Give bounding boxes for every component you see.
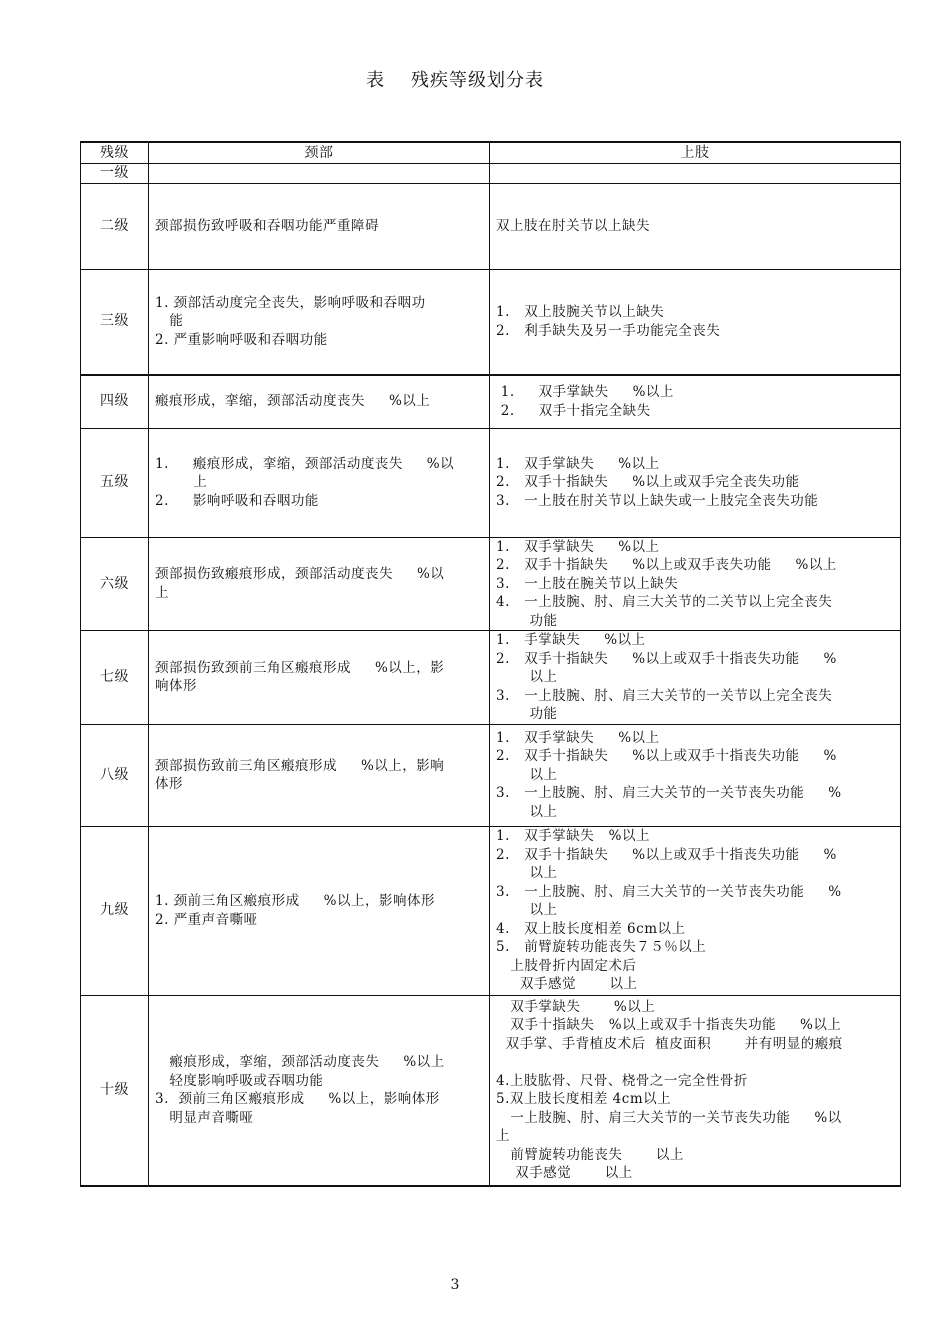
grade-level-cell: 四级 — [81, 375, 149, 429]
upper-limb-criteria-line: 3. 一上肢腕、肘、肩三大关节的一关节丧失功能 % — [496, 785, 842, 802]
neck-criteria-cell — [149, 183, 490, 269]
neck-criteria-line: 1. 瘢痕形成，挛缩，颈部活动度丧失 %以 — [155, 455, 455, 472]
grade-level-cell: 五级 — [81, 428, 149, 537]
table-header-row — [81, 142, 901, 164]
upper-limb-criteria-line: 2. 双手十指缺失 %以上或双手十指丧失功能 % — [496, 650, 837, 667]
upper-limb-criteria-cell — [490, 164, 901, 184]
neck-criteria-line: 颈部损伤致前三角区瘢痕形成 %以上，影响 — [155, 757, 445, 774]
disability-grade-table — [80, 141, 901, 1187]
upper-limb-criteria-cell — [490, 995, 901, 1186]
neck-criteria-line: 2. 影响呼吸和吞咽功能 — [155, 492, 319, 509]
header-level: 残级 — [81, 142, 149, 164]
upper-limb-criteria-line: 1. 双手掌缺失 %以上 — [496, 729, 660, 746]
upper-limb-criteria-line: 功能 — [496, 612, 558, 629]
grade-level-cell: 二级 — [81, 183, 149, 269]
upper-limb-criteria-line: 1. 双手掌缺失 %以上 — [496, 538, 660, 555]
neck-criteria-line: 颈部损伤致颈前三角区瘢痕形成 %以上，影 — [155, 659, 445, 676]
upper-limb-criteria-line: 2. 利手缺失及另一手功能完全丧失 — [496, 322, 721, 339]
table-row — [81, 995, 901, 1186]
upper-limb-criteria-cell — [490, 375, 901, 429]
upper-limb-criteria-cell — [490, 428, 901, 537]
table-row — [81, 631, 901, 725]
title-prefix: 表 — [366, 70, 385, 91]
title-main: 残疾等级划分表 — [411, 70, 544, 91]
upper-limb-criteria-cell — [490, 183, 901, 269]
grade-level-cell: 一级 — [81, 164, 149, 184]
upper-limb-criteria-line: 1. 双手掌缺失 %以上 — [496, 455, 660, 472]
neck-criteria-line: 1. 颈部活动度完全丧失，影响呼吸和吞咽功 — [155, 294, 426, 311]
upper-limb-criteria-line: 4. 双上肢长度相差 6cm以上 — [496, 920, 686, 937]
upper-limb-criteria-line: 1. 双手掌缺失 %以上 — [496, 384, 674, 400]
neck-criteria-cell — [149, 375, 490, 429]
upper-limb-criteria-cell — [490, 631, 901, 725]
upper-limb-criteria-line — [496, 1053, 894, 1072]
upper-limb-criteria-line: 双手感觉 以上 — [496, 1165, 633, 1181]
upper-limb-criteria-line: 双手掌缺失 %以上 — [496, 998, 656, 1015]
upper-limb-criteria-line: 双手掌、手背植皮术后 植皮面积 并有明显的瘢痕 — [496, 1035, 843, 1052]
upper-limb-criteria-line: 3. 一上肢在肘关节以上缺失或一上肢完全丧失功能 — [496, 492, 819, 509]
upper-limb-criteria-line: 以上 — [496, 865, 558, 882]
table-row — [81, 826, 901, 995]
neck-criteria-cell — [149, 826, 490, 995]
page-number: 3 — [450, 1277, 460, 1293]
upper-limb-criteria-line: 双手十指缺失 %以上或双手十指丧失功能 %以上 — [496, 1017, 842, 1033]
upper-limb-criteria-line: 3. 一上肢在腕关节以上缺失 — [496, 575, 679, 592]
neck-criteria-line: 明显声音嘶哑 — [155, 1109, 254, 1126]
upper-limb-criteria-line: 上 — [496, 1128, 510, 1144]
neck-criteria-line: 1. 颈前三角区瘢痕形成 %以上，影响体形 — [155, 893, 435, 909]
neck-criteria-line: 颈部损伤致瘢痕形成，颈部活动度丧失 %以 — [155, 566, 445, 583]
upper-limb-criteria-cell — [490, 826, 901, 995]
upper-limb-criteria-line: 双上肢在肘关节以上缺失 — [496, 217, 650, 234]
upper-limb-criteria-line: 以上 — [496, 902, 558, 919]
header-neck: 颈部 — [149, 142, 490, 164]
upper-limb-criteria-line: 功能 — [496, 706, 558, 722]
table-row — [81, 269, 901, 375]
neck-criteria-line: 上 — [155, 584, 169, 601]
neck-criteria-line: 2. 严重声音嘶哑 — [155, 911, 258, 928]
grade-level-cell: 六级 — [81, 537, 149, 631]
grade-level-cell: 十级 — [81, 995, 149, 1186]
neck-criteria-line: 轻度影响呼吸或吞咽功能 — [155, 1072, 324, 1089]
table-row — [81, 183, 901, 269]
neck-criteria-cell — [149, 631, 490, 725]
neck-criteria-cell — [149, 428, 490, 537]
upper-limb-criteria-line: 3. 一上肢腕、肘、肩三大关节的一关节以上完全丧失 — [496, 687, 833, 704]
upper-limb-criteria-cell — [490, 537, 901, 631]
upper-limb-criteria-cell — [490, 724, 901, 826]
table-row — [81, 537, 901, 631]
header-upper-limb: 上肢 — [490, 142, 901, 164]
upper-limb-criteria-line: 5.双上肢长度相差 4cm以上 — [496, 1091, 672, 1107]
upper-limb-criteria-line: 4.上肢肱骨、尺骨、桡骨之一完全性骨折 — [496, 1072, 748, 1089]
neck-criteria-line: 体形 — [155, 776, 183, 792]
upper-limb-criteria-line: 1. 双手掌缺失 %以上 — [496, 828, 650, 845]
neck-criteria-line: 3. 颈前三角区瘢痕形成 %以上，影响体形 — [155, 1091, 440, 1107]
neck-criteria-cell — [149, 995, 490, 1186]
upper-limb-criteria-line: 3. 一上肢腕、肘、肩三大关节的一关节丧失功能 % — [496, 883, 842, 900]
table-row — [81, 164, 901, 184]
upper-limb-criteria-line: 以上 — [496, 766, 558, 783]
upper-limb-criteria-line: 2. 双手十指缺失 %以上或双手十指丧失功能 % — [496, 748, 837, 765]
neck-criteria-cell — [149, 164, 490, 184]
neck-criteria-line: 响体形 — [155, 678, 197, 695]
neck-criteria-cell — [149, 537, 490, 631]
upper-limb-criteria-line: 一上肢腕、肘、肩三大关节的一关节丧失功能 %以 — [496, 1109, 842, 1126]
grade-level-cell: 八级 — [81, 724, 149, 826]
upper-limb-criteria-line: 上肢骨折内固定术后 — [496, 957, 637, 974]
upper-limb-criteria-line: 2. 双手十指缺失 %以上或双手丧失功能 %以上 — [496, 557, 837, 573]
upper-limb-criteria-cell — [490, 269, 901, 375]
neck-criteria-line: 2. 严重影响呼吸和吞咽功能 — [155, 331, 328, 348]
neck-criteria-cell — [149, 269, 490, 375]
upper-limb-criteria-line: 4. 一上肢腕、肘、肩三大关节的二关节以上完全丧失 — [496, 594, 833, 610]
upper-limb-criteria-line: 2. 双手十指缺失 %以上或双手十指丧失功能 % — [496, 846, 837, 863]
upper-limb-criteria-line: 以上 — [496, 803, 558, 820]
neck-criteria-line: 能 — [155, 313, 184, 330]
neck-criteria-line: 颈部损伤致呼吸和吞咽功能严重障碍 — [155, 217, 379, 234]
page-title — [0, 66, 910, 92]
grade-level-cell: 七级 — [81, 631, 149, 725]
neck-criteria-line: 瘢痕形成，挛缩，颈部活动度丧失 %以上 — [155, 1054, 445, 1070]
neck-criteria-line: 瘢痕形成，挛缩，颈部活动度丧失 %以上 — [155, 393, 431, 410]
upper-limb-criteria-line: 2. 双手十指完全缺失 — [496, 402, 651, 419]
neck-criteria-cell — [149, 724, 490, 826]
upper-limb-criteria-line: 以上 — [496, 669, 558, 685]
table-row — [81, 375, 901, 429]
table-row — [81, 428, 901, 537]
upper-limb-criteria-line: 2. 双手十指缺失 %以上或双手完全丧失功能 — [496, 474, 800, 491]
upper-limb-criteria-line: 1. 双上肢腕关节以上缺失 — [496, 304, 665, 320]
upper-limb-criteria-line: 1. 手掌缺失 %以上 — [496, 632, 646, 648]
upper-limb-criteria-line: 前臂旋转功能丧失 以上 — [496, 1146, 684, 1163]
upper-limb-criteria-line: 双手感觉 以上 — [496, 976, 638, 993]
table-row — [81, 724, 901, 826]
grade-level-cell: 三级 — [81, 269, 149, 375]
neck-criteria-line: 上 — [155, 474, 208, 491]
upper-limb-criteria-line: 5. 前臂旋转功能丧失７５％以上 — [496, 939, 707, 956]
grade-level-cell: 九级 — [81, 826, 149, 995]
